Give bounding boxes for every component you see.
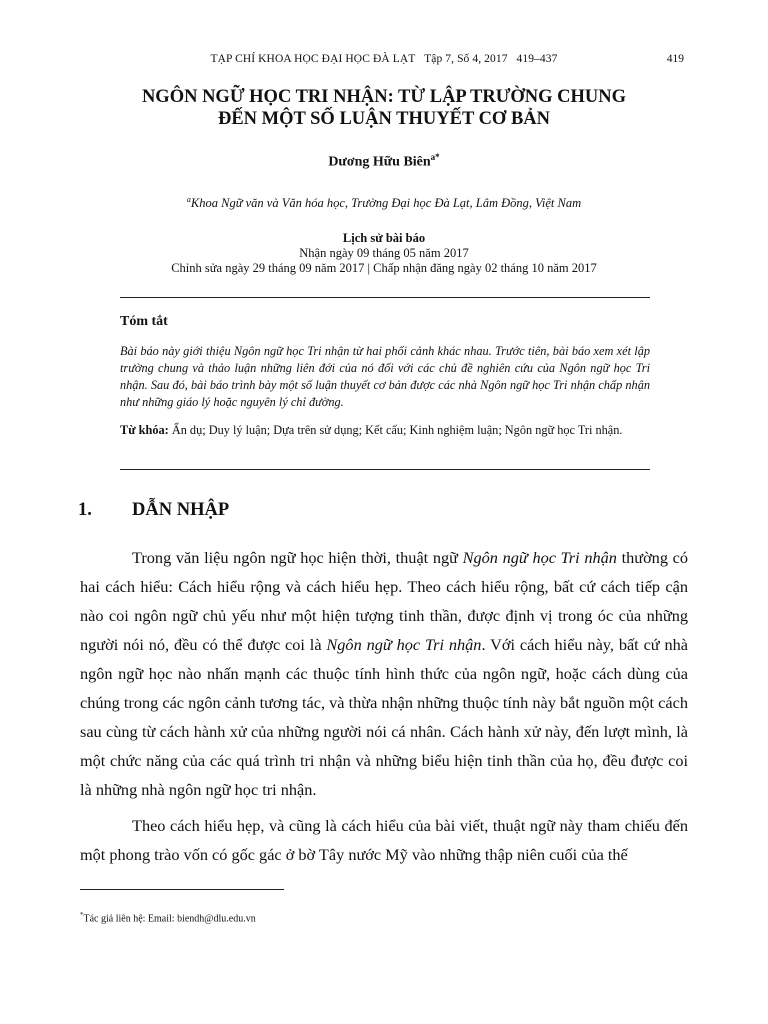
body-paragraph-1 [80,543,688,804]
p1-c: thường có hai cách hiểu: Cách hiểu rộng và cách hiểu hẹp. Theo cách hiểu rộng, bất cứ cách tiếp cận nào coi ngôn ngữ chủ yếu như một hiện tượng tinh thần, được định vị trong óc của những người nói nó, đều có thể được coi là [80,548,689,654]
footnote-rule [80,889,284,890]
body-paragraph-2 [80,811,688,869]
author-marker: a* [430,152,440,162]
history-revised-accepted: Chỉnh sửa ngày 29 tháng 09 năm 2017 | Chấp nhận đăng ngày 02 tháng 10 năm 2017 [171,261,597,275]
abstract-title: Tóm tắt [120,314,168,329]
p2-text: Theo cách hiểu hẹp, và cũng là cách hiểu của bài viết, thuật ngữ này tham chiếu đến một phong trào vốn có gốc gác ở bờ Tây nước Mỹ vào những thập niên cuối của thế [80,816,688,864]
history-title: Lịch sử bài báo [342,231,426,245]
abstract-top-rule [120,297,650,298]
p1-term-2: Ngôn ngữ học Tri nhận [326,635,482,654]
p1-a: Trong văn liệu ngôn ngữ học hiện thời, thuật ngữ [132,548,463,567]
title-line-2: ĐẾN MỘT SỐ LUẬN THUYẾT CƠ BẢN [217,109,551,129]
section-title: DẪN NHẬP [132,500,230,520]
section-heading [78,500,229,521]
author [0,152,768,171]
volume-issue: Tập 7, Số 4, 2017 [424,53,508,65]
title-line-1: NGÔN NGỮ HỌC TRI NHẬN: TỪ LẬP TRƯỜNG CHUNG [141,87,627,107]
footnote-text: Tác giả liên hệ: Email: biendh@dlu.edu.vn [83,913,256,925]
page-range: 419–437 [516,53,558,65]
keywords [120,422,650,439]
abstract-bottom-rule [120,469,650,470]
keywords-text: Ẩn dụ; Duy lý luận; Dựa trên sử dụng; Kết cấu; Kinh nghiệm luận; Ngôn ngữ học Tri nhận. [171,423,623,437]
p1-e: . Với cách hiểu này, bất cứ nhà ngôn ngữ học nào nhấn mạnh các thuộc tính hình thức của ngôn ngữ, hoặc cách dùng của chúng trong các ngôn cảnh tương tác, và thừa nhận những thuộc tính này bắt nguồn một cách sau cùng từ cách hành xử của những người nói cá nhân. Cách hành xử này, đến lượt mình, là một chức năng của các quá trình tri nhận và những biểu hiện tinh thần của họ, đều được coi là những nhà ngôn ngữ học tri nhận. [80,635,689,799]
abstract-body: Bài báo này giới thiệu Ngôn ngữ học Tri nhận từ hai phối cảnh khác nhau. Trước tiên, bài báo xem xét lập trường chung và thảo luận những liên đới của nó đối với các chủ đề nghiên cứu của Ngôn ngữ học Tri nhận. Sau đó, bài báo trình bày một số luận thuyết cơ bản được các nhà Ngôn ngữ học Tri nhận chấp nhận như những giáo lý hoặc nguyên lý chỉ đường. [120,344,650,409]
p1-term-1: Ngôn ngữ học Tri nhận [462,548,617,567]
paper-title [60,86,708,130]
article-history [0,231,768,276]
journal-name: TẠP CHÍ KHOA HỌC ĐẠI HỌC ĐÀ LẠT [210,53,416,65]
history-received: Nhận ngày 09 tháng 05 năm 2017 [299,246,469,260]
affiliation-text: Khoa Ngữ văn và Văn hóa học, Trường Đại học Đà Lạt, Lâm Đồng, Việt Nam [190,196,582,211]
affiliation-marker: a [186,195,191,204]
page-number: 419 [666,53,684,65]
section-number: 1. [78,500,92,520]
author-name: Dương Hữu Biên [328,154,431,170]
footnote-marker: * [80,911,84,919]
footnote [80,911,256,924]
journal-header [0,53,768,65]
affiliation [0,195,768,211]
keywords-label: Từ khóa: [120,423,169,437]
